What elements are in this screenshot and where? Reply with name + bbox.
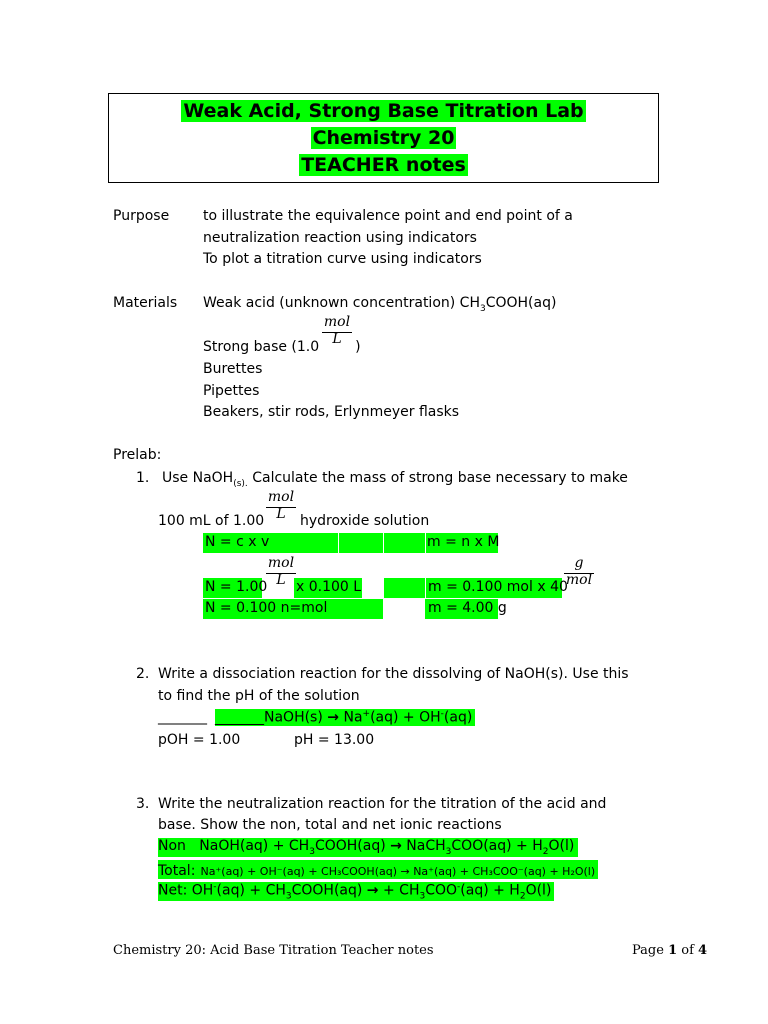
title-box: [108, 93, 659, 183]
q1-line-2-pre: 100 mL of 1.00: [158, 513, 265, 529]
q1-answer-row-3a: [203, 599, 383, 619]
q1-row1-left: N = c x v: [205, 534, 270, 550]
q1-row2-right: m = 0.100 mol x 40: [428, 579, 568, 595]
q2-poh: pOH = 1.00: [158, 732, 241, 748]
materials-item-pipettes: Pipettes: [203, 383, 260, 399]
q1-row2-left: N = 1.00: [205, 579, 268, 595]
q3-total-ionic-equation: Total: Na⁺(aq) + OH⁻(aq) + CH₃COOH(aq) → Na⁺(aq) + CH₃COO⁻(aq) + H₂O(l): [158, 860, 598, 879]
purpose-line-2: neutralization reaction using indicators: [203, 230, 477, 246]
purpose-line-1: to illustrate the equivalence point and end point of a: [203, 208, 573, 224]
purpose-label: Purpose: [113, 208, 170, 224]
q3-number: 3.: [136, 796, 150, 812]
q1-unit-fraction: mol L: [267, 489, 295, 522]
title-line-2: Chemistry 20: [312, 127, 455, 149]
q1-row3-right: m = 4.00 g: [428, 600, 507, 616]
materials-unit-fraction: mol L: [323, 314, 351, 347]
q1-line-2-post: hydroxide solution: [300, 513, 430, 529]
q1-g-per-mol-fraction: g mol: [565, 555, 593, 588]
q1-row1-right: m = n x M: [427, 534, 500, 550]
q3-line-1: Write the neutralization reaction for the titration of the acid and: [158, 796, 607, 812]
q3-line-2: base. Show the non, total and net ionic reactions: [158, 817, 502, 833]
q1-row3-left: N = 0.100 n=mol: [205, 600, 328, 616]
q2-line-2: to find the pH of the solution: [158, 688, 360, 704]
materials-item-burettes: Burettes: [203, 361, 263, 377]
q2-dissociation-equation: _______NaOH(s) → Na+(aq) + OH-(aq): [215, 709, 475, 726]
q3-net-ionic-equation: Net: $OH^-(aq) + CH_3COOH(aq)$ → + $CH_3COO^-(aq) + H_2O(l)$: [158, 882, 554, 901]
materials-weak-acid: Weak acid (unknown concentration) $CH_3COOH(aq)$: [203, 295, 557, 314]
q2-number: 2.: [136, 666, 150, 682]
title-line-3: TEACHER notes: [301, 154, 466, 176]
footer-page-number: Page 1 of 4: [632, 943, 708, 958]
materials-item-beakers: Beakers, stir rods, Erlynmeyer flasks: [203, 404, 460, 420]
q3-non-ionic-equation: Non NaOH(aq) + $CH_3COOH(aq)$ → NaCH$_3$COO(aq) + $H_2O(l)$: [158, 838, 578, 857]
q1-text: Use NaOH$_{(s).}$ Calculate the mass of strong base necessary to make: [162, 470, 628, 489]
purpose-line-3: To plot a titration curve using indicators: [203, 251, 482, 267]
materials-strong-base: Strong base (1.0 ): [203, 339, 361, 355]
q1-answer-row-1: [203, 533, 498, 553]
q1-answer-row-2b: [294, 578, 362, 598]
title-line-1: Weak Acid, Strong Base Titration Lab: [183, 100, 584, 122]
q1-row2-left-post: x 0.100 L: [296, 579, 362, 595]
q2-ph: pH = 13.00: [294, 732, 375, 748]
footer-title: Chemistry 20: Acid Base Titration Teacher notes: [113, 943, 434, 958]
q1-row2-unit-fraction: mol L: [267, 555, 295, 588]
materials-label: Materials: [113, 295, 178, 311]
q2-blank: _______: [158, 709, 207, 725]
q1-answer-row-3b: [425, 599, 507, 619]
q2-line-1: Write a dissociation reaction for the dissolving of NaOH(s). Use this: [158, 666, 629, 682]
prelab-label: Prelab:: [113, 447, 162, 463]
q1-number: 1.: [136, 470, 150, 486]
q1-answer-row-2c: [384, 578, 568, 598]
q1-answer-row-2a: [203, 578, 268, 598]
